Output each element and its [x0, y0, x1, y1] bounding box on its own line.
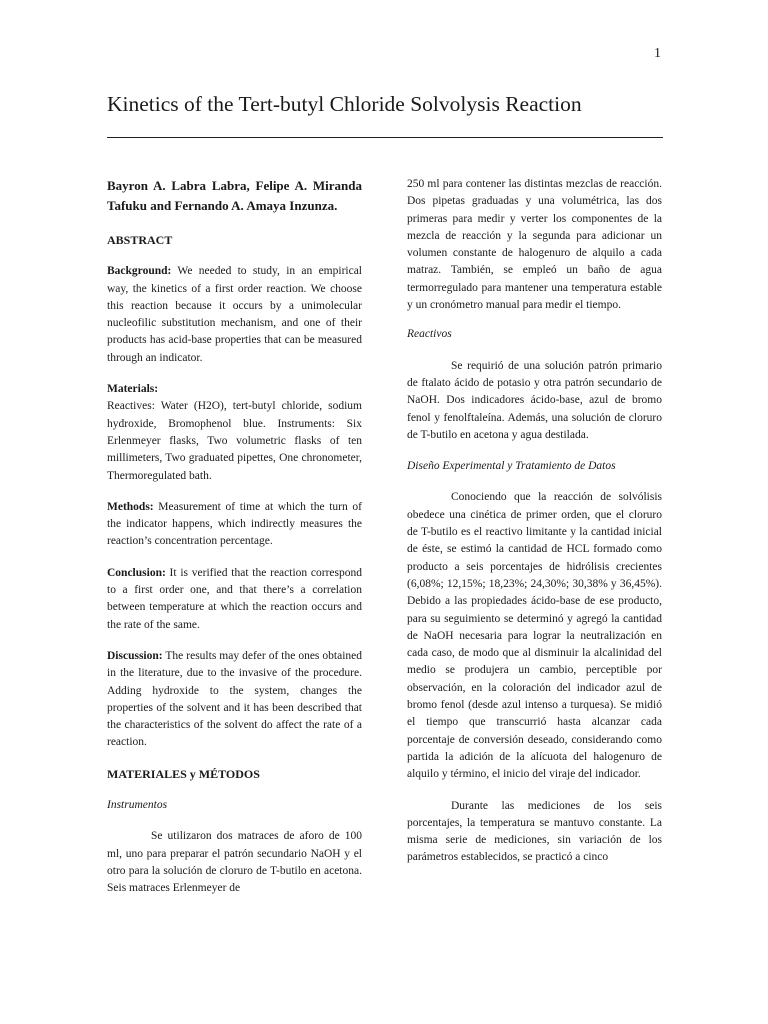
reactivos-text: Se requirió de una solución patrón primario de ftalato ácido de potasio y otra patrón secundario de NaOH. Dos indicadores ácido-base, azul de bromo fenol y fenolftaleína. Además, una solución de cloruro de T-butilo en acetona y agua destilada.	[407, 359, 662, 441]
title-divider	[107, 137, 663, 138]
authors: Bayron A. Labra Labra, Felipe A. Miranda Tafuku and Fernando A. Amaya Inzunza.	[107, 178, 362, 213]
abstract-heading: ABSTRACT	[107, 233, 173, 247]
abstract-background	[107, 263, 362, 367]
abstract-discussion	[107, 648, 362, 752]
diseno-text-1: Conociendo que la reacción de solvólisis obedece una cinética de primer orden, que el cloruro de T-butilo es el reactivo limitante y la cantidad inicial de éste, se estimó la cantidad de HCL formado como producto a seis porcentajes de hidrólisis crecientes (6,08%; 12,15%; 18,23%; 24,30%; 30,38% y 36,45%). Debido a las propiedades ácido-base de ese producto, para su seguimiento se determinó y agregó la cantidad de NaOH necesaria para lograr la neutralización en cada caso, de modo que al disminuir la alcalinidad del medio se produjera un cambio, perceptible por observación, en la coloración del indicador azul de bromo fenol (desde azul intenso a turquesa). Se midió el tiempo que transcurrió hasta alcanzar cada porcentaje de conversión deseado, considerando como partida la adición de la alícuota del halogenuro de alquilo y término, el inicio del viraje del indicador.	[407, 491, 662, 781]
background-label: Background:	[107, 265, 172, 278]
left-column	[107, 176, 362, 898]
page-number: 1	[654, 46, 661, 61]
reactivos-heading: Reactivos	[407, 328, 452, 341]
discussion-label: Discussion:	[107, 649, 163, 662]
materials-text: Reactives: Water (H2O), tert-butyl chloride, sodium hydroxide, Bromophenol blue. Instruments: Six Erlenmeyer flasks, Two volumetric flasks of ten millimeters, Two graduated pipettes, One chronometer, Thermoregulated bath.	[107, 400, 362, 482]
instrumentos-heading: Instrumentos	[107, 799, 168, 812]
abstract-conclusion	[107, 565, 362, 634]
diseno-text-2: Durante las mediciones de los seis porcentajes, la temperatura se mantuvo constante. La misma serie de mediciones, sin variación de los parámetros establecidos, se practicó a cinco	[407, 799, 662, 864]
diseno-heading: Diseño Experimental y Tratamiento de Datos	[407, 460, 616, 473]
right-column	[407, 176, 662, 867]
instrumentos-text: Se utilizaron dos matraces de aforo de 100 ml, uno para preparar el patrón secundario NaOH y el otro para la solución de cloruro de T-butilo en acetona. Seis matraces Erlenmeyer de	[107, 830, 362, 895]
abstract-methods	[107, 499, 362, 551]
conclusion-text: It is verified that the reaction correspond to a first order one, and that there’s a correlation between temperature at which the reaction occurs and the rate of the same.	[107, 566, 362, 631]
background-text: We needed to study, in an empirical way, the kinetics of a first order reaction. We choose this reaction because it occurs by a unimolecular nucleofilic substitution mechanism, and one of their products has acid-base properties that can be measured through an indicator.	[107, 265, 362, 364]
paper-title: Kinetics of the Tert-butyl Chloride Solvolysis Reaction	[107, 92, 582, 116]
instrumentos-continued: 250 ml para contener las distintas mezclas de reacción. Dos pipetas graduadas y una volumétrica, las dos primeras para medir y verter los componentes de la mezcla de reacción y la segunda para adicionar un volumen constante de halogenuro de alquilo a cada matraz. También, se empleó un baño de agua termorregulado para mantener una temperatura estable y un cronómetro manual para medir el tiempo.	[407, 178, 662, 312]
materials-label: Materials:	[107, 383, 159, 396]
methods-text: Measurement of time at which the turn of the indicator happens, which indirectly measures the reaction’s concentration percentage.	[107, 500, 362, 548]
materiales-heading: MATERIALES y MÉTODOS	[107, 766, 260, 781]
conclusion-label: Conclusion:	[107, 566, 166, 579]
methods-label: Methods:	[107, 500, 154, 513]
discussion-text: The results may defer of the ones obtained in the literature, due to the invasive of the procedure. Adding hydroxide to the system, changes the properties of the solvent and it has been described that the characteristics of the solvent do affect the rate of a reaction.	[107, 649, 362, 749]
